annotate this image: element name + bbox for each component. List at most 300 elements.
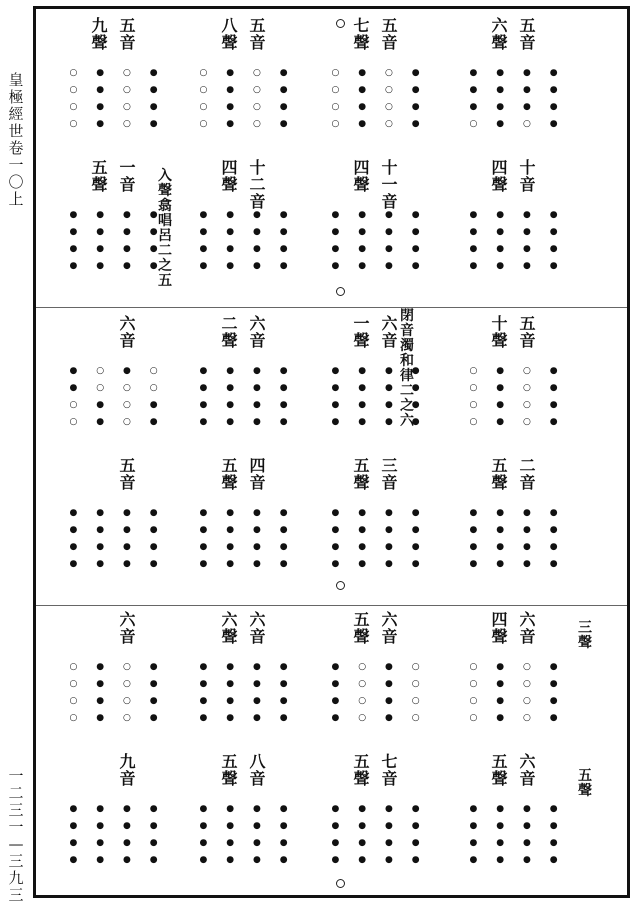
sound-label: 九聲 <box>91 16 108 52</box>
entry-mark: ● <box>411 244 420 254</box>
entry-mark: ● <box>149 85 158 95</box>
entry-mark: ○ <box>199 119 208 129</box>
sound-label: 五聲 <box>491 752 508 788</box>
sound-label: 二聲 <box>221 314 238 350</box>
entry-mark: ● <box>522 210 531 220</box>
entry-mark: ● <box>549 713 558 723</box>
entry-mark: ● <box>199 400 208 410</box>
table-cell <box>186 159 301 299</box>
entry-mark: ● <box>522 227 531 237</box>
entry-mark: ● <box>384 400 393 410</box>
entry-mark: ● <box>549 85 558 95</box>
cell-head <box>456 753 571 793</box>
entry-mark: ○ <box>122 383 131 393</box>
entry-mark: ● <box>496 696 505 706</box>
entry-mark: ● <box>384 559 393 569</box>
entry-mark: ○ <box>69 696 78 706</box>
entry-mark: ● <box>279 85 288 95</box>
entry-mark: ○ <box>469 696 478 706</box>
entry-mark: ● <box>411 383 420 393</box>
entry-mark: ● <box>226 366 235 376</box>
entry-mark: ● <box>96 102 105 112</box>
tone-label: 六音 <box>249 314 266 350</box>
page-number-margin: 一二三一—三九三 <box>8 767 24 904</box>
entry-mark: ● <box>331 662 340 672</box>
entry-mark: ● <box>252 838 261 848</box>
cell-head <box>186 158 301 211</box>
entry-mark: ● <box>226 542 235 552</box>
entry-mark: ● <box>96 696 105 706</box>
entry-mark: ● <box>331 713 340 723</box>
entry-mark: ● <box>149 542 158 552</box>
entry-mark: ● <box>252 696 261 706</box>
entry-mark: ● <box>469 210 478 220</box>
entry-mark: ○ <box>96 383 105 393</box>
entry-mark: ● <box>331 855 340 865</box>
entry-mark: ○ <box>384 85 393 95</box>
table-cell <box>318 159 433 299</box>
section-divider <box>36 605 627 606</box>
entry-mark: ● <box>149 400 158 410</box>
entry-mark: ○ <box>252 68 261 78</box>
entry-mark: ● <box>69 838 78 848</box>
entry-mark: ○ <box>331 68 340 78</box>
entry-mark: ● <box>96 679 105 689</box>
entry-mark: ○ <box>469 679 478 689</box>
entry-mark: ○ <box>469 400 478 410</box>
entry-mark: ● <box>358 542 367 552</box>
entry-mark: ● <box>226 227 235 237</box>
entry-mark: ● <box>279 662 288 672</box>
entry-mark: ● <box>149 855 158 865</box>
sound-label: 六聲 <box>221 610 238 646</box>
table-cell <box>456 457 571 597</box>
entry-grid <box>322 209 429 272</box>
entry-mark: ○ <box>96 366 105 376</box>
entry-mark: ● <box>549 838 558 848</box>
entry-mark: ○ <box>69 102 78 112</box>
cell-head <box>186 457 301 497</box>
entry-mark: ● <box>69 855 78 865</box>
sound-label: 四聲 <box>353 158 370 194</box>
entry-mark: ● <box>331 679 340 689</box>
entry-mark: ● <box>279 119 288 129</box>
entry-mark: ● <box>279 68 288 78</box>
table-cell <box>56 753 171 893</box>
entry-grid <box>190 365 297 428</box>
entry-mark: ○ <box>522 417 531 427</box>
entry-mark: ● <box>549 68 558 78</box>
entry-mark: ● <box>384 227 393 237</box>
sound-label <box>91 611 109 651</box>
entry-mark: ● <box>149 559 158 569</box>
entry-mark: ● <box>149 525 158 535</box>
entry-mark: ● <box>522 838 531 848</box>
entry-mark: ● <box>199 210 208 220</box>
entry-grid <box>60 661 167 724</box>
entry-mark: ● <box>252 508 261 518</box>
entry-mark: ● <box>522 821 531 831</box>
entry-mark: ● <box>279 542 288 552</box>
table-cell <box>186 611 301 751</box>
entry-mark: ● <box>549 383 558 393</box>
entry-mark: ● <box>69 821 78 831</box>
right-head-1: 三聲 <box>578 620 592 651</box>
entry-mark: ● <box>149 227 158 237</box>
tone-label: 六音 <box>119 610 136 646</box>
entry-mark: ● <box>149 696 158 706</box>
entry-mark: ● <box>252 366 261 376</box>
entry-mark: ● <box>279 366 288 376</box>
entry-mark: ● <box>122 559 131 569</box>
entry-mark: ● <box>496 261 505 271</box>
entry-mark: ● <box>149 210 158 220</box>
entry-mark: ● <box>549 119 558 129</box>
cell-head <box>56 611 171 651</box>
entry-mark: ● <box>69 210 78 220</box>
entry-mark: ● <box>226 383 235 393</box>
entry-mark: ● <box>469 261 478 271</box>
table-cell <box>318 457 433 597</box>
entry-mark: ● <box>384 417 393 427</box>
cell-head <box>56 753 171 793</box>
entry-mark: ● <box>252 383 261 393</box>
entry-mark: ● <box>199 838 208 848</box>
entry-mark: ● <box>358 85 367 95</box>
entry-mark: ● <box>279 838 288 848</box>
entry-mark: ● <box>149 119 158 129</box>
entry-mark: ● <box>199 525 208 535</box>
tone-label: 三音 <box>381 456 398 492</box>
cell-head <box>456 457 571 497</box>
entry-mark: ● <box>331 525 340 535</box>
entry-mark: ● <box>496 679 505 689</box>
entry-mark: ● <box>96 542 105 552</box>
entry-mark: ○ <box>122 85 131 95</box>
entry-mark: ● <box>252 679 261 689</box>
entry-mark: ● <box>226 696 235 706</box>
entry-mark: ● <box>549 804 558 814</box>
entry-mark: ● <box>384 261 393 271</box>
entry-mark: ○ <box>252 102 261 112</box>
tone-label: 四音 <box>249 456 266 492</box>
entry-mark: ● <box>358 261 367 271</box>
section-title-top: 入聲翕唱呂二之五 <box>158 168 172 289</box>
entry-mark: ● <box>199 696 208 706</box>
entry-mark: ● <box>496 662 505 672</box>
sound-label: 五聲 <box>91 158 108 194</box>
tone-label: 五音 <box>119 456 136 492</box>
entry-mark: ● <box>384 210 393 220</box>
entry-mark: ● <box>122 821 131 831</box>
entry-mark: ○ <box>252 119 261 129</box>
entry-mark: ● <box>358 210 367 220</box>
entry-grid <box>60 803 167 866</box>
entry-mark: ● <box>496 508 505 518</box>
entry-mark: ● <box>149 662 158 672</box>
entry-grid <box>190 507 297 570</box>
cell-head <box>186 611 301 651</box>
entry-mark: ● <box>469 68 478 78</box>
entry-mark: ● <box>226 261 235 271</box>
entry-mark: ● <box>411 542 420 552</box>
entry-mark: ● <box>96 400 105 410</box>
entry-grid <box>322 67 429 130</box>
entry-mark: ○ <box>122 400 131 410</box>
entry-mark: ● <box>226 508 235 518</box>
entry-mark: ● <box>384 525 393 535</box>
entry-mark: ● <box>549 102 558 112</box>
entry-mark: ● <box>96 559 105 569</box>
tone-label: 十二音 <box>249 158 266 211</box>
entry-mark: ● <box>149 713 158 723</box>
entry-mark: ● <box>122 366 131 376</box>
entry-mark: ● <box>279 210 288 220</box>
entry-mark: ○ <box>411 696 420 706</box>
entry-mark: ● <box>69 244 78 254</box>
entry-mark: ● <box>199 508 208 518</box>
entry-mark: ● <box>469 508 478 518</box>
entry-mark: ● <box>331 508 340 518</box>
entry-mark: ● <box>358 804 367 814</box>
sound-label: 六聲 <box>491 16 508 52</box>
entry-mark: ● <box>331 210 340 220</box>
table-cell <box>456 159 571 299</box>
entry-mark: ● <box>549 696 558 706</box>
entry-mark: ● <box>69 559 78 569</box>
entry-mark: ○ <box>69 85 78 95</box>
entry-mark: ● <box>199 542 208 552</box>
table-cell <box>456 17 571 157</box>
table-cell <box>456 611 571 751</box>
entry-mark: ● <box>549 821 558 831</box>
sound-label: 五聲 <box>353 456 370 492</box>
entry-mark: ● <box>199 804 208 814</box>
sound-label: 四聲 <box>221 158 238 194</box>
sound-label: 十聲 <box>491 314 508 350</box>
entry-mark: ● <box>96 855 105 865</box>
entry-mark: ● <box>522 542 531 552</box>
entry-grid <box>190 209 297 272</box>
entry-mark: ● <box>226 102 235 112</box>
entry-mark: ● <box>549 525 558 535</box>
entry-mark: ● <box>411 102 420 112</box>
entry-mark: ● <box>122 227 131 237</box>
entry-mark: ● <box>252 542 261 552</box>
entry-mark: ● <box>496 400 505 410</box>
entry-mark: ● <box>331 804 340 814</box>
entry-grid <box>322 507 429 570</box>
sound-label: 一聲 <box>353 314 370 350</box>
tone-label: 一音 <box>119 158 136 194</box>
entry-mark: ● <box>331 261 340 271</box>
entry-mark: ● <box>469 85 478 95</box>
entry-mark: ● <box>384 821 393 831</box>
entry-grid <box>60 365 167 428</box>
entry-mark: ○ <box>69 417 78 427</box>
entry-mark: ● <box>226 210 235 220</box>
entry-mark: ● <box>279 804 288 814</box>
entry-mark: ● <box>384 244 393 254</box>
entry-mark: ● <box>252 662 261 672</box>
entry-mark: ○ <box>122 417 131 427</box>
entry-mark: ● <box>331 383 340 393</box>
cell-head <box>186 753 301 793</box>
table-cell <box>56 457 171 597</box>
entry-mark: ○ <box>199 102 208 112</box>
entry-mark: ● <box>384 804 393 814</box>
entry-mark: ● <box>496 366 505 376</box>
entry-mark: ● <box>279 679 288 689</box>
entry-mark: ● <box>279 713 288 723</box>
cell-head <box>318 315 433 355</box>
entry-mark: ● <box>331 244 340 254</box>
entry-mark: ● <box>226 713 235 723</box>
entry-mark: ● <box>411 821 420 831</box>
entry-mark: ● <box>331 366 340 376</box>
entry-mark: ● <box>149 679 158 689</box>
entry-mark: ○ <box>469 366 478 376</box>
entry-mark: ● <box>496 804 505 814</box>
entry-mark: ● <box>69 366 78 376</box>
entry-grid <box>60 507 167 570</box>
entry-mark: ● <box>384 696 393 706</box>
cell-head <box>456 17 571 57</box>
entry-mark: ● <box>331 821 340 831</box>
tone-label: 十音 <box>519 158 536 194</box>
entry-grid <box>190 803 297 866</box>
entry-mark: ● <box>69 804 78 814</box>
entry-mark: ● <box>411 119 420 129</box>
entry-mark: ● <box>279 261 288 271</box>
entry-mark: ● <box>226 244 235 254</box>
entry-mark: ● <box>226 662 235 672</box>
cell-head <box>56 17 171 57</box>
entry-mark: ○ <box>469 662 478 672</box>
entry-mark: ○ <box>149 383 158 393</box>
entry-mark: ● <box>358 838 367 848</box>
entry-grid <box>460 803 567 866</box>
entry-grid <box>460 661 567 724</box>
entry-mark: ● <box>96 662 105 672</box>
entry-mark: ● <box>69 525 78 535</box>
entry-mark: ● <box>122 261 131 271</box>
entry-mark: ○ <box>469 383 478 393</box>
entry-mark: ● <box>549 366 558 376</box>
entry-mark: ● <box>549 542 558 552</box>
entry-mark: ○ <box>522 366 531 376</box>
entry-grid <box>460 67 567 130</box>
entry-mark: ● <box>522 261 531 271</box>
entry-mark: ● <box>96 417 105 427</box>
table-cell <box>56 159 171 299</box>
entry-mark: ● <box>199 383 208 393</box>
entry-mark: ● <box>358 68 367 78</box>
entry-mark: ● <box>496 68 505 78</box>
entry-mark: ○ <box>384 68 393 78</box>
entry-mark: ● <box>279 559 288 569</box>
entry-mark: ● <box>199 227 208 237</box>
entry-mark: ● <box>411 210 420 220</box>
entry-mark: ● <box>252 559 261 569</box>
entry-mark: ● <box>358 119 367 129</box>
section-title-middle: 閉音濁和律二之六 <box>400 308 414 429</box>
entry-grid <box>60 209 167 272</box>
entry-mark: ● <box>96 804 105 814</box>
entry-mark: ● <box>496 119 505 129</box>
entry-mark: ● <box>384 679 393 689</box>
entry-mark: ○ <box>411 713 420 723</box>
entry-mark: ● <box>549 261 558 271</box>
entry-mark: ● <box>96 838 105 848</box>
entry-mark: ● <box>411 261 420 271</box>
cell-head <box>56 159 171 199</box>
entry-mark: ● <box>149 417 158 427</box>
entry-mark: ● <box>384 838 393 848</box>
entry-mark: ● <box>411 804 420 814</box>
entry-mark: ● <box>149 68 158 78</box>
entry-mark: ● <box>411 838 420 848</box>
entry-mark: ● <box>411 508 420 518</box>
entry-mark: ● <box>384 662 393 672</box>
cell-head <box>456 159 571 199</box>
entry-mark: ● <box>358 855 367 865</box>
entry-mark: ● <box>69 261 78 271</box>
entry-mark: ● <box>96 68 105 78</box>
entry-mark: ● <box>469 838 478 848</box>
entry-mark: ● <box>358 417 367 427</box>
entry-mark: ○ <box>69 713 78 723</box>
page-frame <box>33 6 630 898</box>
entry-grid <box>190 67 297 130</box>
sound-label <box>91 753 109 793</box>
entry-mark: ● <box>199 713 208 723</box>
entry-mark: ● <box>122 244 131 254</box>
entry-mark: ● <box>122 542 131 552</box>
entry-mark: ● <box>226 838 235 848</box>
entry-mark: ○ <box>122 119 131 129</box>
entry-mark: ● <box>469 102 478 112</box>
entry-mark: ● <box>384 855 393 865</box>
entry-mark: ● <box>252 417 261 427</box>
entry-mark: ● <box>199 417 208 427</box>
entry-mark: ○ <box>469 417 478 427</box>
entry-mark: ● <box>411 417 420 427</box>
sound-label: 五聲 <box>353 752 370 788</box>
entry-mark: ● <box>96 85 105 95</box>
table-cell <box>318 753 433 893</box>
entry-mark: ● <box>279 525 288 535</box>
table-cell <box>186 457 301 597</box>
entry-mark: ● <box>96 508 105 518</box>
entry-mark: ● <box>522 508 531 518</box>
cell-head <box>318 158 433 211</box>
entry-mark: ● <box>279 508 288 518</box>
entry-mark: ● <box>96 244 105 254</box>
entry-mark: ● <box>496 713 505 723</box>
entry-mark: ○ <box>522 679 531 689</box>
entry-mark: ○ <box>331 102 340 112</box>
entry-mark: ● <box>279 244 288 254</box>
entry-mark: ● <box>496 855 505 865</box>
entry-mark: ● <box>358 227 367 237</box>
entry-mark: ● <box>384 542 393 552</box>
entry-mark: ● <box>496 838 505 848</box>
table-cell <box>318 315 433 455</box>
cell-head <box>456 315 571 355</box>
entry-mark: ○ <box>522 713 531 723</box>
entry-mark: ● <box>226 400 235 410</box>
